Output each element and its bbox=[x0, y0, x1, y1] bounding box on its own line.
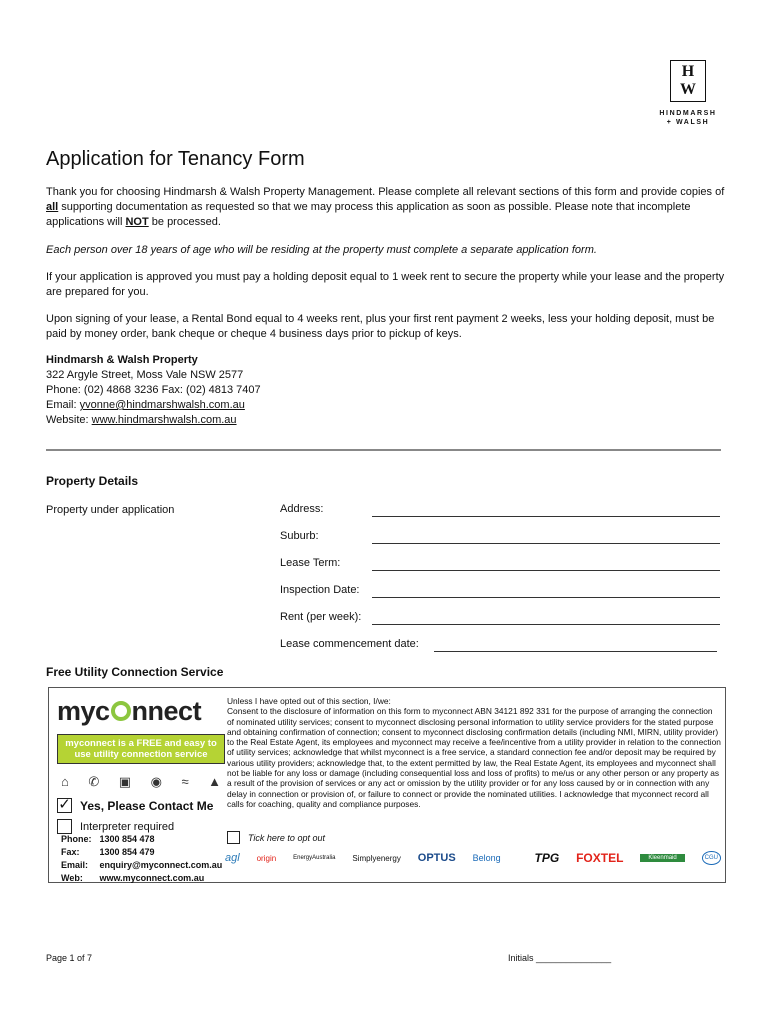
provider-logos bbox=[225, 851, 721, 865]
mc-web-label: Web: bbox=[61, 873, 83, 883]
legal-body: Consent to the disclosure of information on this form to myconnect ABN 34121 892 331 for the purpose of arranging the connection of nominated utility services; consent to myconnect disclosing personal information to utility service providers for the stated purpose and obtaining confirmation of connection; consent to myconnect disclosing confirmation details (including NMI, MIRN, utility provider) to the Real Estate Agent, its employees and myconnect may receive a fee/incentive from a utility provider in relation to the connection of utility services; acknowledge that whilst myconnect is a free service, a standard connection fee and/or deposit may be required by various utility providers; acknowledge that, to the extent permitted by law, the Real Estate Agent, its employees and myconnect shall not be liable for any loss or damage (including consequential loss and loss of profits) to me/us or any other person or any property as a result of the provision of services or any act or omission by the utility provider or for any loss caused by or in connection with any delay in connection or provision of, or failure to connect or provide the nominated utilities. I acknowledge that myconnect record all calls for coaching, quality and compliance purposes. bbox=[227, 706, 721, 809]
suburb-field[interactable] bbox=[280, 530, 720, 544]
inspection-date-line[interactable] bbox=[372, 597, 720, 598]
agency-email-link[interactable]: yvonne@hindmarshwalsh.com.au bbox=[79, 399, 245, 411]
website-label: Website: bbox=[46, 414, 92, 426]
interpreter-label: Interpreter required bbox=[80, 820, 175, 833]
bulb-icon: ◉ bbox=[150, 774, 162, 789]
rent-field[interactable] bbox=[280, 611, 720, 625]
brand-simplyenergy: Simplyenergy bbox=[352, 853, 401, 863]
agency-contact bbox=[46, 353, 261, 428]
company-logo bbox=[655, 60, 721, 127]
contact-me-label: Yes, Please Contact Me bbox=[80, 798, 214, 813]
mc-fax-label: Fax: bbox=[61, 847, 80, 857]
myconnect-legal-text bbox=[227, 696, 721, 809]
opt-out-label: Tick here to opt out bbox=[248, 832, 325, 843]
section-divider bbox=[46, 449, 721, 451]
inspection-date-field[interactable] bbox=[280, 584, 720, 598]
mc-phone-label: Phone: bbox=[61, 834, 92, 844]
utility-icons bbox=[57, 774, 225, 790]
brand-foxtel: FOXTEL bbox=[576, 851, 624, 865]
logo-line1: HINDMARSH bbox=[659, 110, 717, 117]
agency-name: Hindmarsh & Walsh Property bbox=[46, 354, 198, 366]
home-icon: ⌂ bbox=[61, 774, 69, 789]
lease-commencement-line[interactable] bbox=[434, 651, 717, 652]
email-label: Email: bbox=[46, 399, 80, 411]
property-details-heading: Property Details bbox=[46, 474, 139, 488]
page-number: Page 1 of 7 bbox=[46, 953, 93, 963]
logo-wordmark bbox=[655, 109, 721, 127]
mc-web[interactable]: www.myconnect.com.au bbox=[99, 873, 205, 883]
initials-field[interactable]: Initials _______________ bbox=[508, 953, 612, 963]
logo-line2: + WALSH bbox=[666, 119, 710, 126]
utility-heading: Free Utility Connection Service bbox=[46, 665, 224, 679]
intro-all: all bbox=[46, 201, 59, 213]
rent-line[interactable] bbox=[372, 624, 720, 625]
lease-term-line[interactable] bbox=[372, 570, 720, 571]
brand-kleenmaid: Kleenmaid bbox=[640, 854, 684, 862]
brand-cgu: CGU bbox=[702, 851, 721, 865]
lease-commencement-label: Lease commencement date: bbox=[280, 638, 419, 650]
lease-term-field[interactable] bbox=[280, 557, 720, 571]
contact-me-option[interactable] bbox=[57, 798, 225, 813]
legal-heading: Unless I have opted out of this section, I/we: bbox=[227, 696, 391, 706]
intro-text-a: Thank you for choosing Hindmarsh & Walsh Property Management. Please complete all relevant sections of this form and provide copies of bbox=[46, 186, 725, 198]
opt-out-checkbox[interactable] bbox=[227, 831, 240, 844]
address-field[interactable] bbox=[280, 503, 720, 517]
age-notice-text: Each person over 18 years of age who will be residing at the property must complete a separate application form. bbox=[46, 244, 597, 256]
myconnect-contact bbox=[59, 832, 230, 886]
address-line[interactable] bbox=[372, 516, 720, 517]
agency-address: 322 Argyle Street, Moss Vale NSW 2577 bbox=[46, 369, 244, 381]
brand-tpg: TPG bbox=[534, 851, 560, 865]
mc-email-label: Email: bbox=[61, 860, 89, 870]
phone-icon: ✆ bbox=[88, 774, 100, 789]
brand-agl: agl bbox=[225, 852, 240, 864]
contact-me-checkbox[interactable]: ✓ bbox=[58, 796, 71, 813]
property-under-application-label: Property under application bbox=[46, 504, 175, 516]
brand-energyaustralia: EnergyAustralia bbox=[293, 855, 336, 861]
brand-origin: origin bbox=[256, 853, 277, 863]
myconnect-logo-b: nnect bbox=[131, 696, 202, 726]
rent-label: Rent (per week): bbox=[280, 611, 362, 623]
mc-phone: 1300 854 478 bbox=[99, 834, 155, 844]
mc-email[interactable]: enquiry@myconnect.com.au bbox=[99, 860, 223, 870]
page-title: Application for Tenancy Form bbox=[46, 148, 305, 170]
suburb-label: Suburb: bbox=[280, 530, 319, 542]
suburb-line[interactable] bbox=[372, 543, 720, 544]
brand-belong: Belong bbox=[472, 853, 501, 863]
inspection-date-label: Inspection Date: bbox=[280, 584, 360, 596]
mc-fax: 1300 854 479 bbox=[99, 847, 155, 857]
myconnect-left-column bbox=[57, 696, 225, 834]
age-notice bbox=[46, 243, 726, 258]
wifi-icon: ≈ bbox=[181, 774, 189, 789]
agency-website-link[interactable]: www.hindmarshwalsh.com.au bbox=[91, 414, 237, 426]
brand-optus: OPTUS bbox=[417, 852, 456, 864]
gas-icon: ▲ bbox=[208, 774, 221, 789]
address-label: Address: bbox=[280, 503, 324, 515]
logo-monogram bbox=[670, 60, 706, 102]
myconnect-banner: myconnect is a FREE and easy to use utility connection service bbox=[57, 734, 225, 764]
power-icon bbox=[111, 701, 131, 721]
opt-out-option[interactable] bbox=[227, 831, 325, 844]
bond-paragraph: Upon signing of your lease, a Rental Bond equal to 4 weeks rent, plus your first rent payment 2 weeks, less your holding deposit, must be paid by money order, bank cheque or cheque 4 business days prior to pickup of keys. bbox=[46, 313, 715, 340]
intro-paragraph bbox=[46, 185, 726, 230]
myconnect-logo-a: myc bbox=[57, 696, 110, 726]
intro-not: NOT bbox=[125, 216, 149, 228]
tv-icon: ▣ bbox=[118, 774, 132, 789]
intro-text-b: supporting documentation as requested so that we may process this application as soon as possible. Please note that incomplete applications will bbox=[46, 201, 691, 228]
myconnect-panel bbox=[48, 687, 726, 883]
agency-phone-fax: Phone: (02) 4868 3236 Fax: (02) 4813 7407 bbox=[46, 384, 261, 396]
lease-term-label: Lease Term: bbox=[280, 557, 341, 569]
lease-commencement-field[interactable] bbox=[280, 638, 720, 652]
intro-text-c: be processed. bbox=[148, 216, 221, 228]
holding-deposit-paragraph: If your application is approved you must pay a holding deposit equal to 1 week rent to secure the property while your lease and the property are prepared for you. bbox=[46, 271, 725, 298]
logo-monogram-bottom: W bbox=[680, 81, 696, 98]
logo-monogram-top: H bbox=[681, 63, 695, 80]
myconnect-logo bbox=[57, 696, 225, 726]
